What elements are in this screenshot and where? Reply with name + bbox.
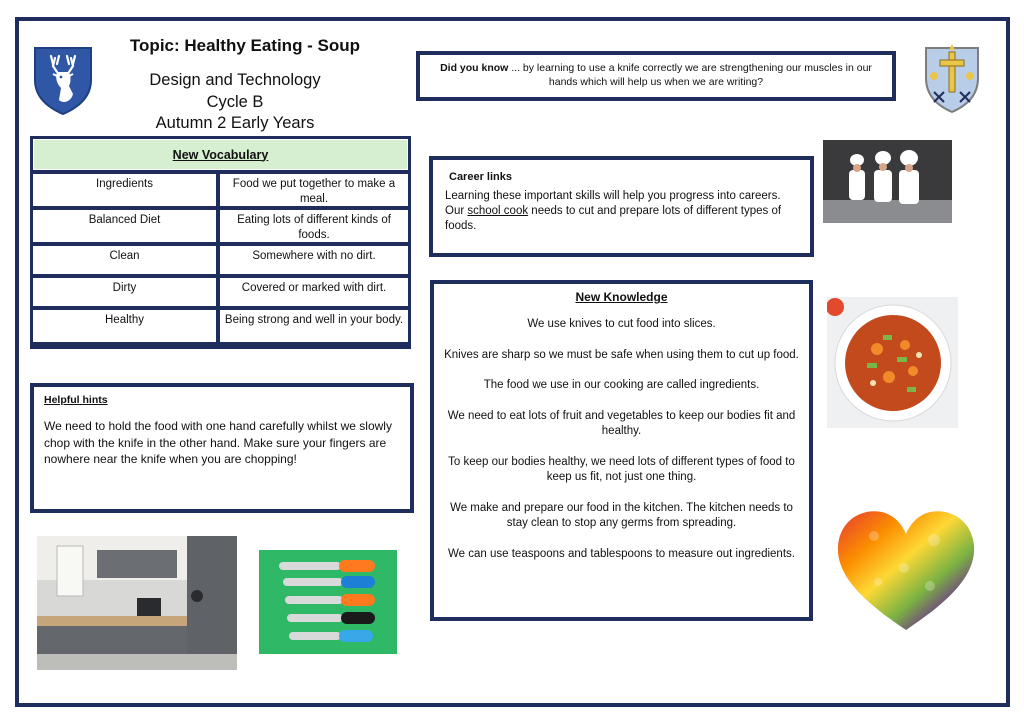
- vocab-word: Healthy: [33, 310, 216, 342]
- vocab-definition: Somewhere with no dirt.: [220, 246, 408, 274]
- stag-crest-icon: [31, 44, 95, 116]
- term-label: Autumn 2 Early Years: [155, 114, 315, 132]
- kitchen-photo: [37, 536, 237, 670]
- vocab-definition: Food we put together to make a meal.: [220, 174, 408, 206]
- did-you-know-lead: Did you know: [440, 62, 509, 74]
- subject-label: Design and Technology: [149, 71, 321, 89]
- subtitle-block: [100, 70, 370, 135]
- knowledge-item: The food we use in our cooking are called ingredients.: [483, 379, 760, 391]
- vocab-definition: Covered or marked with dirt.: [220, 278, 408, 306]
- helpful-hints-box: [30, 383, 414, 513]
- career-links-box: [429, 156, 814, 257]
- career-text: [445, 189, 798, 234]
- cross-shield-crest-icon: [920, 42, 984, 114]
- knowledge-item: Knives are sharp so we must be safe when using them to cut up food.: [444, 348, 799, 361]
- vocabulary-heading: New Vocabulary: [33, 139, 408, 170]
- career-text-end: needs to cut and prepare lots of different types of foods.: [445, 205, 782, 232]
- vocab-definition: Being strong and well in your body.: [220, 310, 408, 342]
- career-text-start: Learning these important skills will help you progress into careers. Our: [445, 190, 781, 217]
- hints-text: We need to hold the food with one hand carefully whilst we slowly chop with the knife in the other hand. Make sure your fingers are nowhere near the knife when you are chopping!: [44, 419, 392, 466]
- vocab-word: Clean: [33, 246, 216, 274]
- knives-photo: [259, 550, 397, 654]
- did-you-know-box: [416, 51, 896, 101]
- table-row: [33, 210, 408, 242]
- knowledge-item: We can use teaspoons and tablespoons to measure out ingredients.: [448, 547, 795, 560]
- vocab-word: Dirty: [33, 278, 216, 306]
- table-row: [33, 310, 408, 342]
- table-row: [33, 174, 408, 206]
- knowledge-item: We need to eat lots of fruit and vegetables to keep our bodies fit and healthy.: [447, 409, 796, 437]
- vocabulary-table: [30, 136, 411, 349]
- vocab-word: Ingredients: [33, 174, 216, 206]
- did-you-know-text: ... by learning to use a knife correctly we are strengthening our muscles in our hands which will help us when we are writing?: [508, 62, 872, 88]
- cycle-label: Cycle B: [206, 92, 264, 111]
- vocab-word: Balanced Diet: [33, 210, 216, 242]
- knowledge-item: We use knives to cut food into slices.: [527, 318, 716, 330]
- hints-heading: Helpful hints: [44, 394, 108, 406]
- career-heading: Career links: [449, 171, 512, 183]
- page-title: Topic: Healthy Eating - Soup: [129, 36, 361, 55]
- chefs-photo: [823, 140, 952, 223]
- fruit-heart-photo: [834, 506, 978, 634]
- knowledge-item: We make and prepare our food in the kitchen. The kitchen needs to stay clean to stop any germs from spreading.: [450, 501, 793, 529]
- vocab-definition: Eating lots of different kinds of foods.: [220, 210, 408, 242]
- soup-photo: [827, 297, 958, 428]
- table-row: [33, 278, 408, 306]
- knowledge-item: To keep our bodies healthy, we need lots of different types of food to keep us fit, not just one thing.: [448, 455, 795, 483]
- table-row: [33, 246, 408, 274]
- new-knowledge-box: [430, 280, 813, 621]
- knowledge-heading: New Knowledge: [575, 290, 668, 304]
- school-cook-link: school cook: [467, 205, 529, 217]
